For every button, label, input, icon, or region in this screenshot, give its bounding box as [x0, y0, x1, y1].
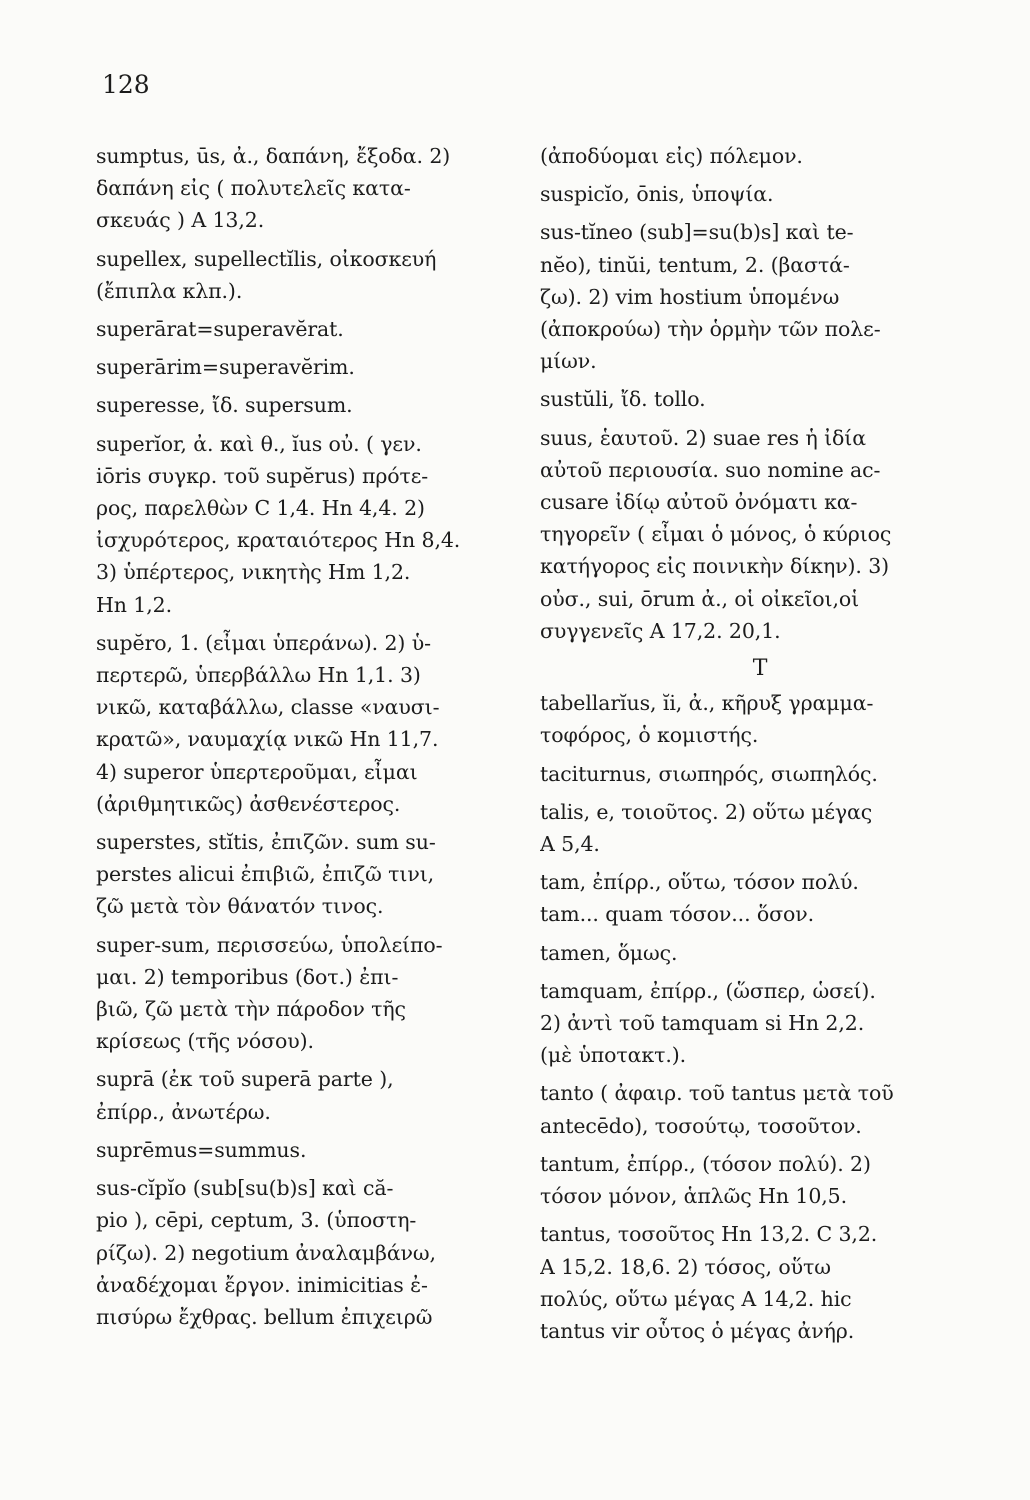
dictionary-entry: [96, 1063, 524, 1127]
entry-line: Hn 1,2.: [96, 592, 173, 617]
entry-line: (μὲ ὑποτακτ.).: [540, 1043, 687, 1068]
page-number: 128: [102, 70, 150, 99]
entry-line: ζω). 2) vim hostium ὑπομένω: [540, 284, 840, 309]
dictionary-entry: [540, 796, 980, 860]
left-column: [96, 140, 524, 1339]
entry-line: superārat=superavĕrat.: [96, 317, 344, 342]
dictionary-entry: [96, 1134, 524, 1166]
dictionary-entry: [540, 937, 980, 969]
entry-line: sus-tĭneo (sub]=su(b)s] καὶ te-: [540, 220, 854, 245]
entry-line: συγγενεῖς A 17,2. 20,1.: [540, 618, 781, 643]
entry-line: οὐσ., sui, ōrum ἀ., οἱ οἰκεῖοι,οἱ: [540, 586, 860, 611]
entry-line: talis, e, τοιοῦτος. 2) οὕτω μέγας: [540, 799, 873, 824]
entry-line: πισύρω ἔχθρας. bellum ἐπιχειρῶ: [96, 1304, 433, 1329]
entry-line: A 15,2. 18,6. 2) τόσος, οὕτω: [540, 1254, 831, 1279]
entry-line: suus, ἑαυτοῦ. 2) suae res ἡ ἰδία: [540, 425, 866, 450]
entry-line: ἐπίρρ., ἀνωτέρω.: [96, 1099, 271, 1124]
entry-line: ἀναδέχομαι ἔργον. inimicitias ἐ-: [96, 1272, 428, 1297]
dictionary-entry: [540, 422, 980, 647]
entry-line: super-sum, περισσεύω, ὑπολείπο-: [96, 932, 443, 957]
entry-line: μίων.: [540, 349, 597, 374]
entry-line: A 5,4.: [540, 832, 600, 857]
entry-line: sus-cĭpĭo (sub[su(b)s] καὶ că-: [96, 1176, 394, 1201]
dictionary-entry: [540, 1218, 980, 1347]
dictionary-entry: [96, 428, 524, 621]
dictionary-entry: [540, 975, 980, 1072]
entry-line: tanto ( ἀφαιρ. τοῦ tantus μετὰ τοῦ: [540, 1081, 894, 1106]
dictionary-entry: [96, 826, 524, 923]
entry-line: sumptus, ūs, ἀ., δαπάνη, ἔξοδα. 2): [96, 144, 451, 168]
entry-line: περτερῶ, ὑπερβάλλω Hn 1,1. 3): [96, 663, 421, 688]
entry-line: suprēmus=summus.: [96, 1137, 307, 1162]
entry-line: 3) ὑπέρτερος, νικητὴς Hm 1,2.: [96, 560, 411, 585]
entry-line: τοφόρος, ὁ κομιστής.: [540, 723, 759, 748]
dictionary-entry: [96, 389, 524, 421]
dictionary-entry: [540, 140, 980, 172]
entry-line: tabellarĭus, ĭi, ἀ., κῆρυξ γραμμα-: [540, 691, 874, 716]
entry-line: ρίζω). 2) negotium ἀναλαμβάνω,: [96, 1240, 436, 1265]
entry-line: tam, ἐπίρρ., οὕτω, τόσον πολύ.: [540, 870, 859, 895]
dictionary-entry: [96, 351, 524, 383]
entry-line: superĭor, ἀ. καὶ θ., ĭus οὐ. ( γεν.: [96, 431, 422, 456]
dictionary-entry: [96, 243, 524, 307]
dictionary-entry: [540, 1148, 980, 1212]
right-column: [540, 140, 980, 1353]
entry-line: μαι. 2) temporibus (δοτ.) ἐπι-: [96, 964, 399, 989]
entry-line: σκευάς ) A 13,2.: [96, 208, 265, 233]
entry-line: ζῶ μετὰ τὸν θάνατόν τινος.: [96, 894, 384, 919]
entry-line: κρατῶ», ναυμαχίᾳ νικῶ Hn 11,7.: [96, 727, 439, 752]
entry-line: sustŭli, ἴδ. tollo.: [540, 387, 706, 412]
entry-line: πολύς, οὕτω μέγας A 14,2. hic: [540, 1286, 852, 1311]
entry-line: antecēdo), τοσούτῳ, τοσοῦτον.: [540, 1113, 862, 1138]
dictionary-entry: [96, 929, 524, 1058]
entry-line: (ἔπιπλα κλπ.).: [96, 278, 243, 303]
entry-line: nĕo), tinŭi, tentum, 2. (βαστά-: [540, 252, 850, 277]
entry-line: tantus vir οὗτος ὁ μέγας ἀνήρ.: [540, 1318, 855, 1343]
entry-line: tantum, ἐπίρρ., (τόσον πολύ). 2): [540, 1151, 871, 1176]
entry-line: suprā (ἐκ τοῦ superā parte ),: [96, 1067, 394, 1092]
entry-line: 4) superor ὑπερτεροῦμαι, εἶμαι: [96, 759, 418, 784]
entry-line: superārim=superavĕrim.: [96, 355, 355, 380]
entry-line: νικῶ, καταβάλλω, classe «ναυσι-: [96, 695, 440, 720]
entry-line: αὐτοῦ περιουσία. suo nomine ac-: [540, 457, 881, 482]
entry-line: κρίσεως (τῆς νόσου).: [96, 1029, 314, 1054]
entry-line: superstes, stĭtis, ἐπιζῶν. sum su-: [96, 830, 436, 855]
entry-line: iōris συγκρ. τοῦ supĕrus) πρότε-: [96, 463, 429, 488]
entry-line: ρος, παρελθὼν C 1,4. Hn 4,4. 2): [96, 496, 425, 521]
entry-line: supĕro, 1. (εἶμαι ὑπεράνω). 2) ὑ-: [96, 630, 431, 655]
dictionary-entry: [96, 140, 524, 237]
entry-line: tamquam, ἐπίρρ., (ὥσπερ, ὡσεί).: [540, 978, 876, 1003]
entry-line: pio ), cēpi, ceptum, 3. (ὑποστη-: [96, 1208, 417, 1233]
dictionary-entry: [540, 866, 980, 930]
entry-line: δαπάνη εἰς ( πολυτελεῖς κατα-: [96, 176, 411, 201]
dictionary-entry: [540, 178, 980, 210]
entry-line: superesse, ἴδ. supersum.: [96, 393, 353, 418]
entry-line: (ἀποδύομαι εἰς) πόλεμον.: [540, 144, 803, 168]
entry-line: suspicĭo, ōnis, ὑποψία.: [540, 182, 774, 207]
dictionary-entry: [96, 313, 524, 345]
section-letter: T: [752, 656, 768, 682]
dictionary-entry: [540, 687, 980, 751]
entry-line: cusare ἰδίῳ αὐτοῦ ὀνόματι κα-: [540, 490, 858, 515]
entry-line: tam... quam τόσον... ὅσον.: [540, 902, 815, 927]
entry-line: τηγορεῖν ( εἶμαι ὁ μόνος, ὁ κύριος: [540, 522, 892, 547]
entry-line: tamen, ὅμως.: [540, 940, 678, 965]
entry-line: perstes alicui ἐπιβιῶ, ἐπιζῶ τινι,: [96, 862, 435, 887]
entry-line: 2) ἀντὶ τοῦ tamquam si Hn 2,2.: [540, 1011, 865, 1036]
entry-line: τόσον μόνον, ἁπλῶς Hn 10,5.: [540, 1184, 848, 1209]
entry-line: ἰσχυρότερος, κραταιότερος Hn 8,4.: [96, 528, 461, 553]
dictionary-entry: [96, 627, 524, 820]
dictionary-entry: [540, 1077, 980, 1141]
entry-line: κατήγορος εἰς ποινικὴν δίκην). 3): [540, 554, 890, 579]
dictionary-entry: [96, 1172, 524, 1333]
dictionary-entry: [540, 758, 980, 790]
dictionary-entry: [540, 216, 980, 377]
entry-line: taciturnus, σιωπηρός, σιωπηλός.: [540, 761, 878, 786]
entry-line: βιῶ, ζῶ μετὰ τὴν πάροδον τῆς: [96, 997, 406, 1022]
entry-line: (ἀριθμητικῶς) ἀσθενέστερος.: [96, 791, 401, 816]
entry-line: supellex, supellectĭlis, οἰκοσκευή: [96, 246, 437, 271]
dictionary-entry: [540, 383, 980, 415]
entry-line: tantus, τοσοῦτος Hn 13,2. C 3,2.: [540, 1222, 878, 1247]
entry-line: (ἀποκρούω) τὴν ὁρμὴν τῶν πολε-: [540, 317, 881, 342]
